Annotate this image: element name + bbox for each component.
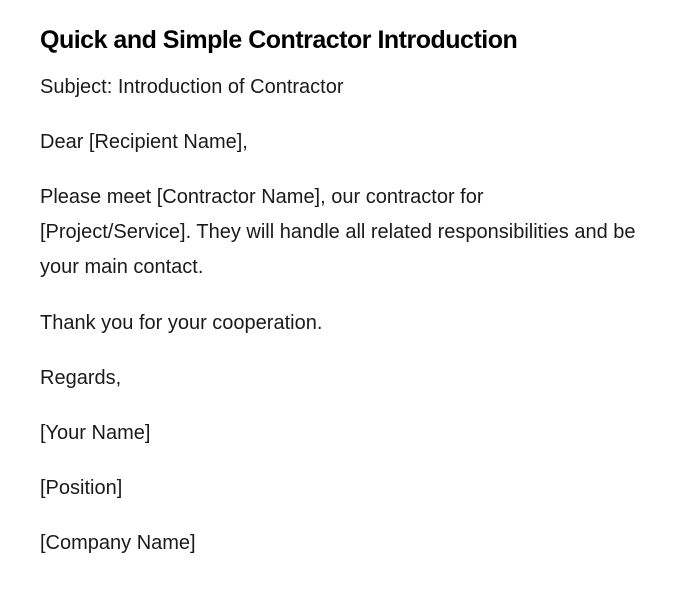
body-paragraph: Please meet [Contractor Name], our contractor for [Project/Service]. They will handle all related responsibilities and be your main contact.: [40, 186, 636, 278]
signature-name: [Your Name]: [40, 422, 151, 444]
subject-line: Subject: Introduction of Contractor: [40, 76, 344, 98]
signature-position: [Position]: [40, 477, 123, 499]
thanks-line: Thank you for your cooperation.: [40, 312, 323, 334]
letter-document: [40, 22, 640, 561]
closing-line: Regards,: [40, 367, 122, 389]
greeting-line: Dear [Recipient Name],: [40, 131, 248, 153]
document-title: Quick and Simple Contractor Introduction: [40, 26, 518, 54]
signature-company: [Company Name]: [40, 532, 196, 554]
